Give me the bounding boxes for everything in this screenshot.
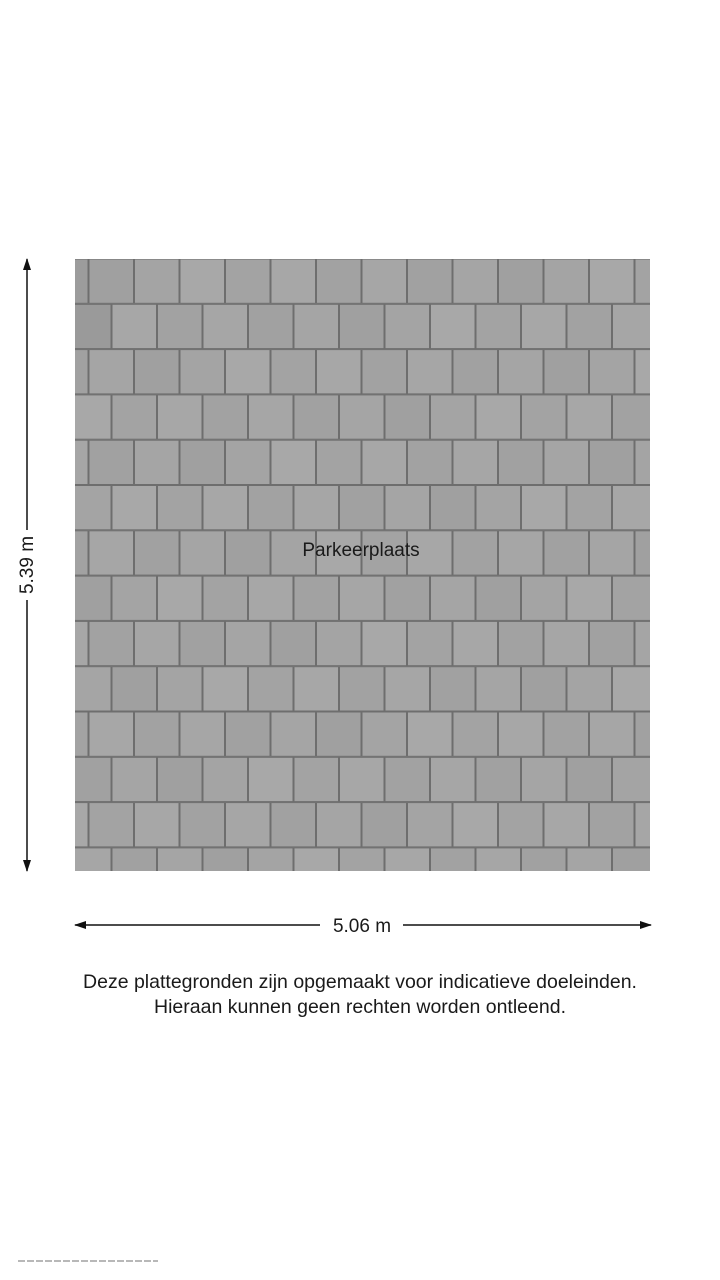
paving-tile (635, 259, 680, 303)
paving-tile (89, 621, 134, 665)
paving-tile (499, 350, 544, 394)
paving-tile (499, 712, 544, 756)
paving-tile (340, 576, 385, 620)
paving-tile (567, 667, 612, 711)
paving-tile (408, 712, 453, 756)
paving-tile (67, 486, 112, 530)
paving-tile (476, 757, 521, 801)
paving-tile (340, 757, 385, 801)
paving-tile (613, 304, 658, 348)
paving-tile (135, 259, 180, 303)
paving-tile (681, 531, 720, 575)
paving-tile (158, 486, 203, 530)
paving-tile (544, 803, 589, 847)
paving-tile (203, 667, 248, 711)
paving-tile (249, 304, 294, 348)
paving-tile (203, 848, 248, 892)
paving-tile (408, 803, 453, 847)
paving-tile (635, 893, 680, 937)
paving-tile (362, 440, 407, 484)
paving-tile (89, 440, 134, 484)
paving-tile (44, 350, 89, 394)
paving-tile (658, 848, 703, 892)
paving-tile (590, 350, 635, 394)
paving-tile (44, 259, 89, 303)
paving-tile (340, 395, 385, 439)
paving-tile (226, 440, 271, 484)
paving-tile (135, 440, 180, 484)
paving-tile (522, 304, 567, 348)
width-dimension-label: 5.06 m (332, 916, 392, 937)
paving-tile (135, 350, 180, 394)
paving-tile (408, 621, 453, 665)
paving-tile (180, 893, 225, 937)
paving-tile (135, 803, 180, 847)
paving-tile (180, 350, 225, 394)
height-dimension-label: 5.39 m (17, 535, 38, 595)
paving-tile (112, 486, 157, 530)
paving-tile (226, 893, 271, 937)
paving-tile (522, 848, 567, 892)
paving-tile (271, 440, 316, 484)
paving-tile (704, 667, 720, 711)
paving-tile (567, 304, 612, 348)
paving-tile (681, 350, 720, 394)
paving-tile (271, 712, 316, 756)
disclaimer-line-2: Hieraan kunnen geen rechten worden ontleend. (154, 996, 566, 1018)
paving-tile (89, 803, 134, 847)
paving-tile (476, 576, 521, 620)
paving-tile (226, 712, 271, 756)
paving-tile (294, 848, 339, 892)
paving-tile (67, 757, 112, 801)
paving-tile (294, 486, 339, 530)
paving-tile (180, 259, 225, 303)
paving-tile (317, 621, 362, 665)
paving-tile (44, 440, 89, 484)
paving-tile (271, 350, 316, 394)
paving-tile (544, 893, 589, 937)
paving-tile (44, 531, 89, 575)
paving-tile (522, 395, 567, 439)
paving-tile (385, 395, 430, 439)
paving-tile (317, 440, 362, 484)
paving-tile (226, 531, 271, 575)
paving-tile (158, 576, 203, 620)
paving-tile (385, 757, 430, 801)
paving-tile (522, 667, 567, 711)
paving-tile (681, 893, 720, 937)
paving-tile (249, 486, 294, 530)
paving-tile (658, 667, 703, 711)
paving-tile (431, 304, 476, 348)
paving-tile (180, 712, 225, 756)
paving-tile (522, 486, 567, 530)
paving-tile (135, 621, 180, 665)
paving-tile (658, 757, 703, 801)
paving-tile (89, 712, 134, 756)
room-label-parkeerplaats: Parkeerplaats (302, 540, 420, 561)
height-dimension (17, 259, 38, 871)
paving-tile (44, 621, 89, 665)
paving-tile (158, 395, 203, 439)
paving-tile (67, 667, 112, 711)
paving-tile (431, 486, 476, 530)
paving-tile (658, 486, 703, 530)
paving-tile (453, 712, 498, 756)
paving-tile (499, 440, 544, 484)
paving-tile (635, 350, 680, 394)
paving-tile (704, 304, 720, 348)
paving-tile (590, 531, 635, 575)
paving-tile (180, 803, 225, 847)
paving-tile (499, 893, 544, 937)
paving-tile (135, 712, 180, 756)
paving-tile (89, 893, 134, 937)
paving-tile (613, 848, 658, 892)
paving-tile (135, 531, 180, 575)
paving-tile (681, 440, 720, 484)
paving-tile (180, 531, 225, 575)
paving-tile (226, 350, 271, 394)
paving-tile (203, 576, 248, 620)
paving-tile (499, 803, 544, 847)
paving-tile (658, 304, 703, 348)
paving-tile (590, 893, 635, 937)
paving-tile (658, 395, 703, 439)
paving-tile (158, 848, 203, 892)
paving-tile (431, 848, 476, 892)
paving-tile (362, 259, 407, 303)
paving-tile (408, 259, 453, 303)
paving-tile (476, 667, 521, 711)
paving-tile (544, 350, 589, 394)
paving-tile (476, 395, 521, 439)
paving-tile (590, 259, 635, 303)
paving-tile (431, 667, 476, 711)
paving-tile (158, 757, 203, 801)
paving-tile (67, 304, 112, 348)
paving-tile (317, 259, 362, 303)
paving-tile (249, 757, 294, 801)
paving-tile (89, 350, 134, 394)
paving-tile (271, 621, 316, 665)
paving-tile (158, 304, 203, 348)
paving-tile (567, 576, 612, 620)
paving-tile (340, 304, 385, 348)
paving-tile (271, 893, 316, 937)
paving-tile (453, 350, 498, 394)
paving-tile (249, 395, 294, 439)
paving-tile (635, 712, 680, 756)
paving-tile (476, 848, 521, 892)
paving-tile (89, 531, 134, 575)
paving-tile (249, 667, 294, 711)
paving-tile (431, 757, 476, 801)
disclaimer (0, 970, 720, 1020)
paving-tile (658, 576, 703, 620)
paving-tile (590, 440, 635, 484)
paving-tile (44, 803, 89, 847)
paving-tile (112, 395, 157, 439)
paving-tile (408, 440, 453, 484)
paving-tile (271, 259, 316, 303)
paving-tile (567, 486, 612, 530)
paving-tile (681, 621, 720, 665)
paving-tile (362, 350, 407, 394)
paving-tile (453, 803, 498, 847)
footer-fine-print (18, 1260, 158, 1262)
paving-tile (44, 893, 89, 937)
paving-tile (294, 757, 339, 801)
paving-tile (158, 667, 203, 711)
paving-tile (544, 440, 589, 484)
disclaimer-line-1: Deze plattegronden zijn opgemaakt voor indicatieve doeleinden. (83, 971, 637, 993)
paving-tile (613, 667, 658, 711)
paving-tile (294, 304, 339, 348)
paving-tile (635, 621, 680, 665)
paving-tile (453, 440, 498, 484)
paving-tile (385, 667, 430, 711)
paving-tile (135, 893, 180, 937)
paving-tile (704, 395, 720, 439)
paving-tiles (44, 259, 720, 938)
paving-tile (681, 803, 720, 847)
paving-tile (203, 395, 248, 439)
paving-tile (385, 304, 430, 348)
paving-tile (499, 531, 544, 575)
paving-tile (112, 304, 157, 348)
paving-tile (67, 848, 112, 892)
paving-tile (544, 621, 589, 665)
paving-tile (385, 848, 430, 892)
paving-tile (317, 803, 362, 847)
paving-tile (453, 531, 498, 575)
paving-tile (544, 259, 589, 303)
paving-tile (67, 395, 112, 439)
paving-tile (226, 259, 271, 303)
paving-tile (294, 576, 339, 620)
paving-tile (453, 893, 498, 937)
paving-tile (476, 304, 521, 348)
paving-tile (340, 486, 385, 530)
paving-tile (681, 259, 720, 303)
parking-area (44, 259, 720, 938)
paving-tile (681, 712, 720, 756)
paving-tile (704, 757, 720, 801)
paving-tile (613, 395, 658, 439)
paving-tile (203, 486, 248, 530)
paving-tile (203, 757, 248, 801)
paving-tile (294, 667, 339, 711)
paving-tile (590, 712, 635, 756)
paving-tile (249, 848, 294, 892)
paving-tile (635, 803, 680, 847)
paving-tile (180, 440, 225, 484)
paving-tile (317, 712, 362, 756)
paving-tile (340, 848, 385, 892)
paving-tile (522, 757, 567, 801)
paving-tile (226, 803, 271, 847)
paving-tile (317, 350, 362, 394)
paving-tile (385, 576, 430, 620)
paving-tile (112, 576, 157, 620)
paving-tile (613, 576, 658, 620)
paving-tile (635, 440, 680, 484)
paving-tile (408, 893, 453, 937)
paving-tile (180, 621, 225, 665)
paving-tile (704, 848, 720, 892)
paving-tile (590, 803, 635, 847)
paving-tile (453, 259, 498, 303)
paving-tile (44, 712, 89, 756)
paving-tile (453, 621, 498, 665)
paving-tile (431, 576, 476, 620)
paving-tile (567, 395, 612, 439)
paving-tile (112, 757, 157, 801)
paving-tile (431, 395, 476, 439)
width-dimension (75, 916, 651, 937)
paving-tile (385, 486, 430, 530)
paving-tile (340, 667, 385, 711)
paving-tile (362, 712, 407, 756)
paving-tile (544, 712, 589, 756)
paving-tile (112, 667, 157, 711)
paving-tile (362, 803, 407, 847)
paving-tile (271, 803, 316, 847)
paving-tile (499, 621, 544, 665)
paving-tile (499, 259, 544, 303)
paving-tile (203, 304, 248, 348)
paving-tile (544, 531, 589, 575)
paving-tile (567, 848, 612, 892)
paving-tile (89, 259, 134, 303)
paving-tile (249, 576, 294, 620)
paving-tile (408, 350, 453, 394)
paving-tile (226, 621, 271, 665)
paving-tile (613, 486, 658, 530)
paving-tile (67, 576, 112, 620)
paving-tile (567, 757, 612, 801)
paving-tile (294, 395, 339, 439)
paving-tile (704, 576, 720, 620)
paving-tile (522, 576, 567, 620)
paving-tile (476, 486, 521, 530)
paving-tile (590, 621, 635, 665)
paving-tile (635, 531, 680, 575)
paving-tile (112, 848, 157, 892)
paving-tile (613, 757, 658, 801)
paving-tile (704, 486, 720, 530)
paving-tile (362, 621, 407, 665)
